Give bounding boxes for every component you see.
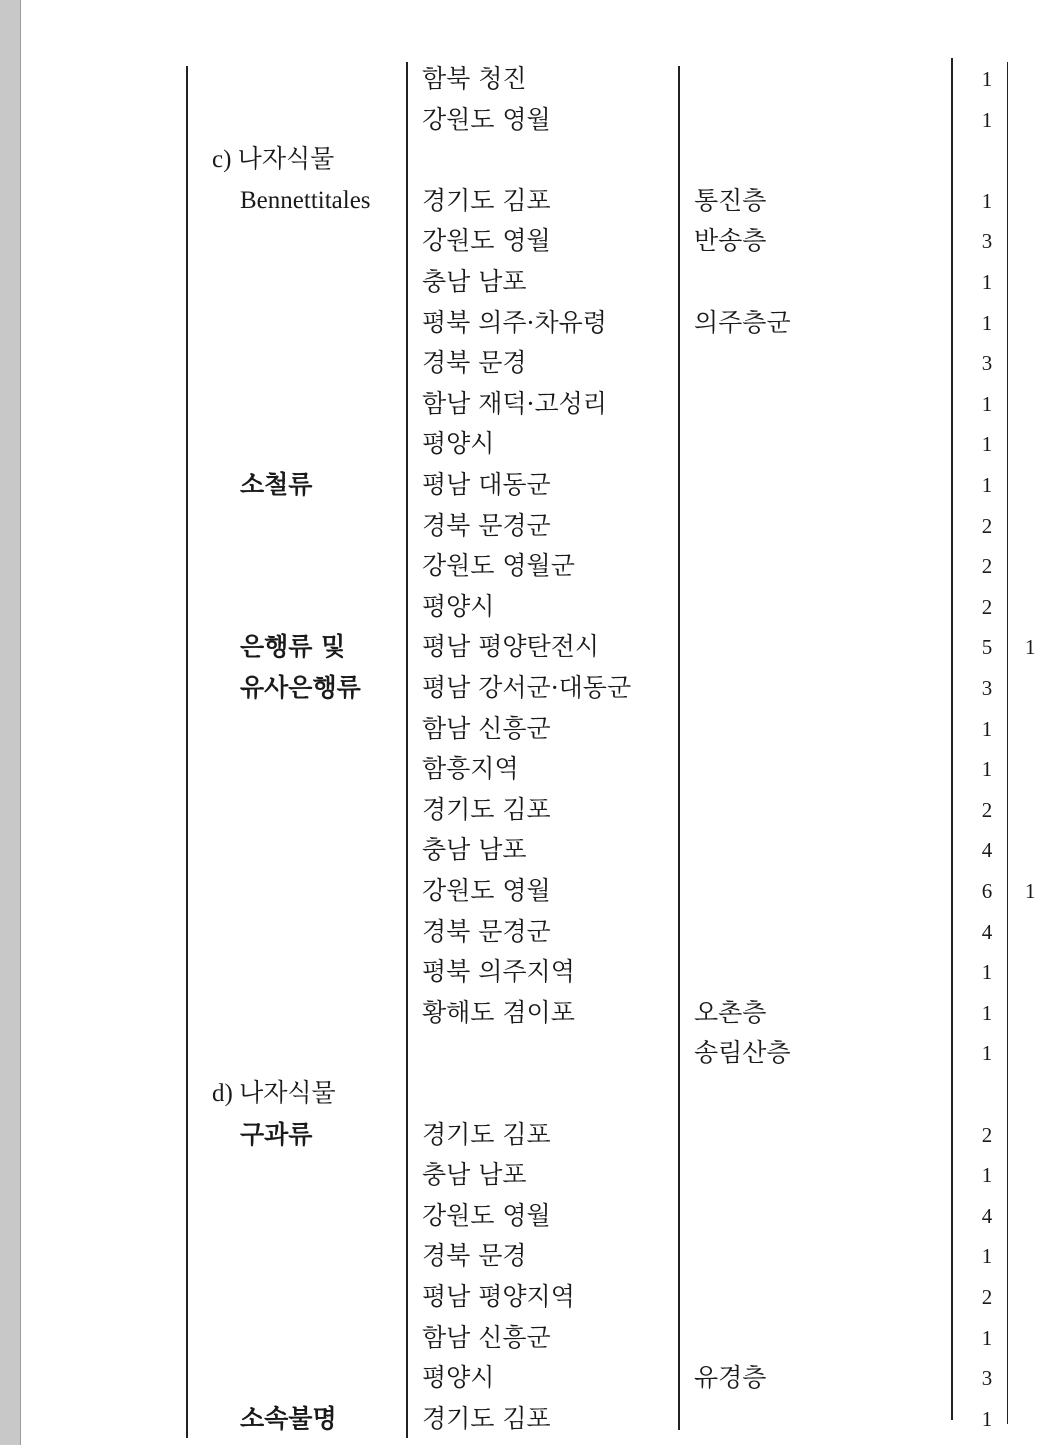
count-cell: 1 xyxy=(981,189,993,213)
location-cell: 경북 문경 xyxy=(422,1241,527,1270)
location-cell: 함남 신흥군 xyxy=(422,1323,551,1352)
location-cell: 충남 남포 xyxy=(422,835,527,864)
extra-count-cell: 1 xyxy=(1025,635,1036,659)
count-cell: 2 xyxy=(981,554,993,578)
column-rule-1 xyxy=(186,66,188,1438)
location-cell: 평양시 xyxy=(422,429,495,458)
location-cell: 강원도 영월 xyxy=(422,1201,551,1230)
location-cell: 평북 의주·차유령 xyxy=(422,308,607,337)
count-cell: 1 xyxy=(981,432,993,456)
location-cell: 평남 평양지역 xyxy=(422,1282,575,1311)
category-label: d) 나자식물 xyxy=(212,1080,336,1107)
location-cell: 함남 신흥군 xyxy=(422,714,551,743)
stratum-cell: 오촌층 xyxy=(694,998,767,1027)
count-cell: 1 xyxy=(981,473,993,497)
count-cell: 1 xyxy=(981,1041,993,1065)
location-cell: 경기도 김포 xyxy=(422,795,551,824)
count-cell: 1 xyxy=(981,1407,993,1431)
category-label: Bennettitales xyxy=(240,187,371,214)
count-cell: 3 xyxy=(981,676,993,700)
location-cell: 경기도 김포 xyxy=(422,1404,551,1433)
location-cell: 평양시 xyxy=(422,1363,495,1392)
location-cell: 평남 대동군 xyxy=(422,470,551,499)
location-cell: 충남 남포 xyxy=(422,267,527,296)
count-cell: 1 xyxy=(981,1326,993,1350)
location-cell: 충남 남포 xyxy=(422,1160,527,1189)
location-cell: 경기도 김포 xyxy=(422,1120,551,1149)
location-cell: 함남 재덕·고성리 xyxy=(422,389,607,418)
count-cell: 1 xyxy=(981,960,993,984)
location-cell: 강원도 영월군 xyxy=(422,551,575,580)
count-cell: 3 xyxy=(981,229,993,253)
location-cell: 황해도 겸이포 xyxy=(422,998,575,1027)
category-label: 구과류 xyxy=(240,1120,313,1149)
column-rule-2 xyxy=(406,62,408,1438)
count-cell: 3 xyxy=(981,351,993,375)
column-rule-3 xyxy=(678,66,680,1430)
location-cell: 경북 문경군 xyxy=(422,511,551,540)
column-rule-4 xyxy=(951,58,953,1420)
location-cell: 경기도 김포 xyxy=(422,186,551,215)
category-label: c) 나자식물 xyxy=(212,146,335,173)
stratum-cell: 송림산층 xyxy=(694,1038,791,1067)
location-cell: 경북 문경 xyxy=(422,348,527,377)
location-cell: 평북 의주지역 xyxy=(422,957,575,986)
category-label: 유사은행류 xyxy=(240,673,361,702)
count-cell: 6 xyxy=(981,879,993,903)
location-cell: 함북 청진 xyxy=(422,64,527,93)
count-cell: 4 xyxy=(981,838,993,862)
location-cell: 평남 평양탄전시 xyxy=(422,632,599,661)
stratum-cell: 유경층 xyxy=(694,1363,767,1392)
category-label: 은행류 및 xyxy=(240,632,346,661)
count-cell: 1 xyxy=(981,1244,993,1268)
count-cell: 5 xyxy=(981,635,993,659)
count-cell: 2 xyxy=(981,514,993,538)
count-cell: 1 xyxy=(981,108,993,132)
count-cell: 2 xyxy=(981,595,993,619)
location-cell: 강원도 영월 xyxy=(422,876,551,905)
count-cell: 2 xyxy=(981,1285,993,1309)
count-cell: 2 xyxy=(981,798,993,822)
count-cell: 1 xyxy=(981,1001,993,1025)
page-margin xyxy=(0,0,21,1445)
category-label: 소철류 xyxy=(240,470,313,499)
category-label: 소속불명 xyxy=(240,1404,337,1433)
count-cell: 3 xyxy=(981,1366,993,1390)
count-cell: 1 xyxy=(981,392,993,416)
location-cell: 평남 강서군·대동군 xyxy=(422,673,632,702)
count-cell: 1 xyxy=(981,67,993,91)
location-cell: 경북 문경군 xyxy=(422,917,551,946)
count-cell: 1 xyxy=(981,757,993,781)
count-cell: 4 xyxy=(981,920,993,944)
count-cell: 4 xyxy=(981,1204,993,1228)
location-cell: 강원도 영월 xyxy=(422,226,551,255)
count-cell: 1 xyxy=(981,717,993,741)
location-cell: 함흥지역 xyxy=(422,754,519,783)
location-cell: 강원도 영월 xyxy=(422,105,551,134)
count-cell: 1 xyxy=(981,270,993,294)
stratum-cell: 반송층 xyxy=(694,226,767,255)
count-cell: 1 xyxy=(981,311,993,335)
column-rule-5 xyxy=(1007,62,1008,1424)
stratum-cell: 의주층군 xyxy=(694,308,791,337)
stratum-cell: 통진층 xyxy=(694,186,767,215)
extra-count-cell: 1 xyxy=(1025,879,1036,903)
count-cell: 1 xyxy=(981,1163,993,1187)
count-cell: 2 xyxy=(981,1123,993,1147)
location-cell: 평양시 xyxy=(422,592,495,621)
